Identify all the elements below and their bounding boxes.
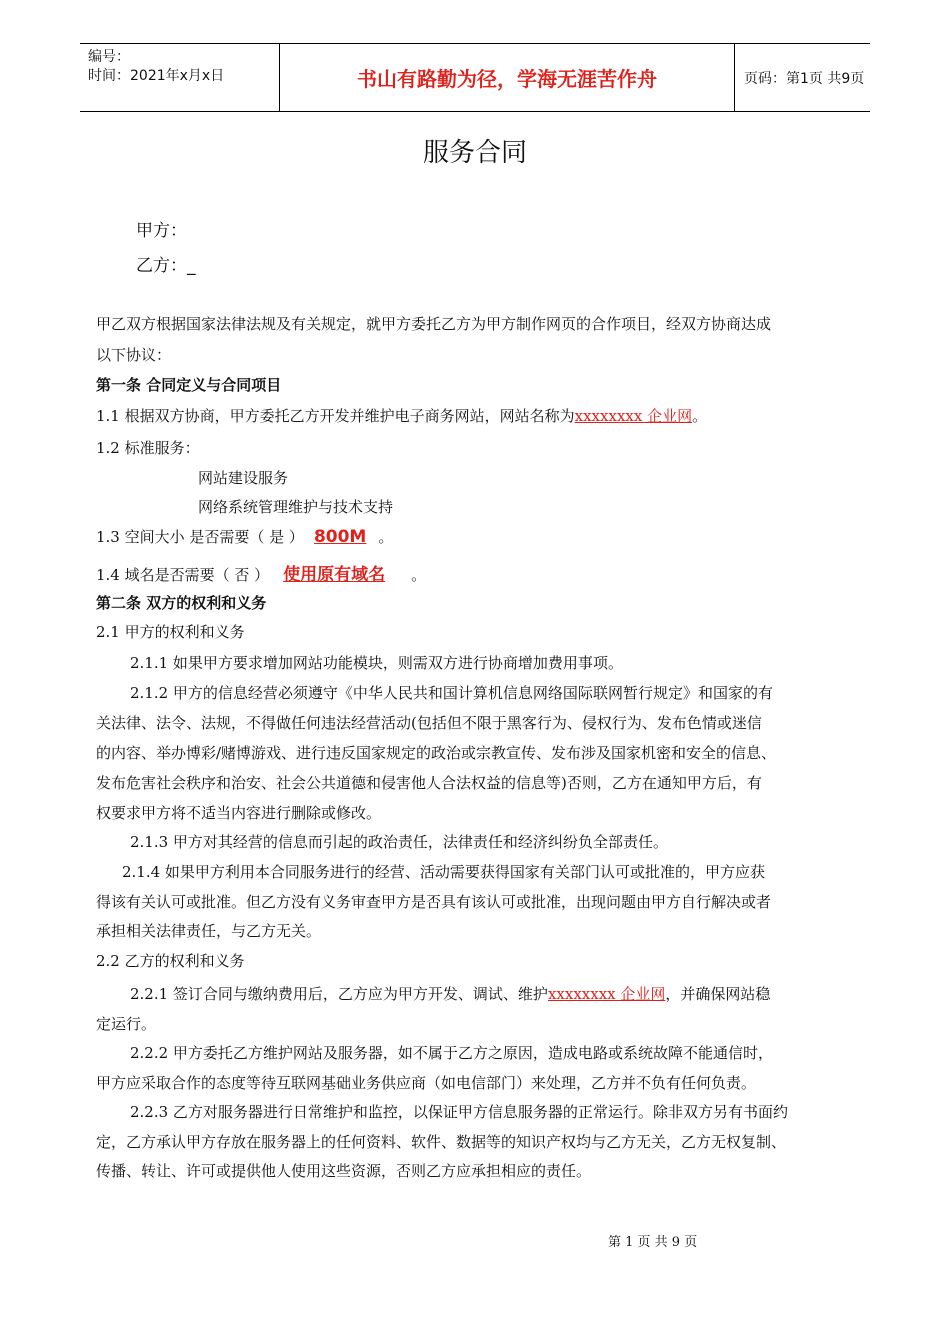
clause-2-2-1-text: 2.2.1 签订合同与缴纳费用后，乙方应为甲方开发、调试、维护 <box>130 985 548 1003</box>
header-motto: 书山有路勤为径，学海无涯苦作舟 <box>280 44 735 111</box>
party-a-label: 甲方： <box>136 221 187 241</box>
clause-2-1-4-line: 2.1.4 如果甲方利用本合同服务进行的经营、活动需要获得国家有关部门认可或批准的，甲方应获 <box>122 863 765 881</box>
clause-1-1-text: 1.1 根据双方协商，甲方委托乙方开发并维护电子商务网站，网站名称为 <box>96 407 575 425</box>
clause-2-2-2-line: 2.2.2 甲方委托乙方维护网站及服务器，如不属于乙方之原因，造成电路或系统故障不能通信时， <box>130 1044 773 1062</box>
clause-2-2-3-line: 定，乙方承认甲方存放在服务器上的任何资料、软件、数据等的知识产权均与乙方无关，乙方无权复制、 <box>96 1133 787 1151</box>
clause-2-2-2-line: 甲方应采取合作的态度等待互联网基础业务供应商（如电信部门）来处理，乙方并不负有任何负责。 <box>96 1074 757 1092</box>
clause-2-1-4-line: 承担相关法律责任，与乙方无关。 <box>96 922 322 940</box>
document-number-label: 编号： <box>88 49 130 65</box>
clause-1-2: 1.2 标准服务： <box>96 439 200 457</box>
clause-1-1 <box>96 405 707 426</box>
intro-line-2: 以下协议： <box>96 346 172 364</box>
clause-1-4-end: 。 <box>411 566 427 584</box>
site-name-link: xxxxxxxx 企业网 <box>574 407 693 425</box>
clause-2-1-1: 2.1.1 如果甲方要求增加网站功能模块，则需双方进行协商增加费用事项。 <box>130 654 623 672</box>
domain-value: 使用原有域名 <box>283 565 386 585</box>
header-meta <box>80 44 280 111</box>
service-item: 网络系统管理维护与技术支持 <box>198 498 394 516</box>
service-item: 网站建设服务 <box>198 469 289 487</box>
page-footer: 第 1 页 共 9 页 <box>608 1235 698 1250</box>
space-size-value: 800M <box>313 527 367 547</box>
clause-2-2-1-end: ，并确保网站稳 <box>665 985 771 1003</box>
clause-1-4 <box>96 560 426 585</box>
document-date-label: 时间：2021年x月x日 <box>88 68 225 84</box>
clause-2-1-2-line: 权要求甲方将不适当内容进行删除或修改。 <box>96 804 382 822</box>
clause-1-3 <box>96 526 393 547</box>
article-2-heading: 第二条 双方的权利和义务 <box>96 594 267 612</box>
clause-2-2-1 <box>130 983 770 1004</box>
section-2-1-heading: 2.1 甲方的权利和义务 <box>96 623 245 641</box>
clause-2-2-3-line: 2.2.3 乙方对服务器进行日常维护和监控，以保证甲方信息服务器的正常运行。除非双方另有书面约 <box>130 1103 788 1121</box>
intro-line-1: 甲乙双方根据国家法律法规及有关规定，就甲方委托乙方为甲方制作网页的合作项目，经双方协商达成 <box>96 315 772 333</box>
article-1-heading: 第一条 合同定义与合同项目 <box>96 376 282 394</box>
page-header <box>80 43 870 112</box>
site-name-link: xxxxxxxx 企业网 <box>547 985 666 1003</box>
clause-2-1-2-line: 关法律、法令、法规，不得做任何违法经营活动(包括但不限于黑客行为、侵权行为、发布色情或迷信 <box>96 714 762 732</box>
section-2-2-heading: 2.2 乙方的权利和义务 <box>96 952 245 970</box>
clause-1-3-text: 1.3 空间大小 是否需要（ 是 ） <box>96 528 304 546</box>
clause-1-1-end: 。 <box>692 407 708 425</box>
clause-2-1-2-line: 2.1.2 甲方的信息经营必须遵守《中华人民共和国计算机信息网络国际联网暂行规定》和国家的有 <box>130 684 773 702</box>
clause-1-3-end: 。 <box>378 528 394 546</box>
clause-2-1-4-line: 得该有关认可或批准。但乙方没有义务审查甲方是否具有该认可或批准，出现问题由甲方自行解决或者 <box>96 893 772 911</box>
document-title: 服务合同 <box>422 138 527 168</box>
clause-2-2-1-line-2: 定运行。 <box>96 1015 157 1033</box>
clause-2-2-3-line: 传播、转让、许可或提供他人使用这些资源，否则乙方应承担相应的责任。 <box>96 1162 592 1180</box>
clause-2-1-3: 2.1.3 甲方对其经营的信息而引起的政治责任，法律责任和经济纠纷负全部责任。 <box>130 833 668 851</box>
header-page-number: 页码：第1页 共9页 <box>744 70 865 87</box>
clause-2-1-2-line: 的内容、举办博彩/赌博游戏、进行违反国家规定的政治或宗教宣传、发布涉及国家机密和安全的信息、 <box>96 744 777 762</box>
clause-1-4-text: 1.4 域名是否需要（ 否 ） <box>96 566 270 584</box>
clause-2-1-2-line: 发布危害社会秩序和治安、社会公共道德和侵害他人合法权益的信息等)否则，乙方在通知甲方后，有 <box>96 774 762 792</box>
party-b-label: 乙方：_ <box>136 256 196 276</box>
